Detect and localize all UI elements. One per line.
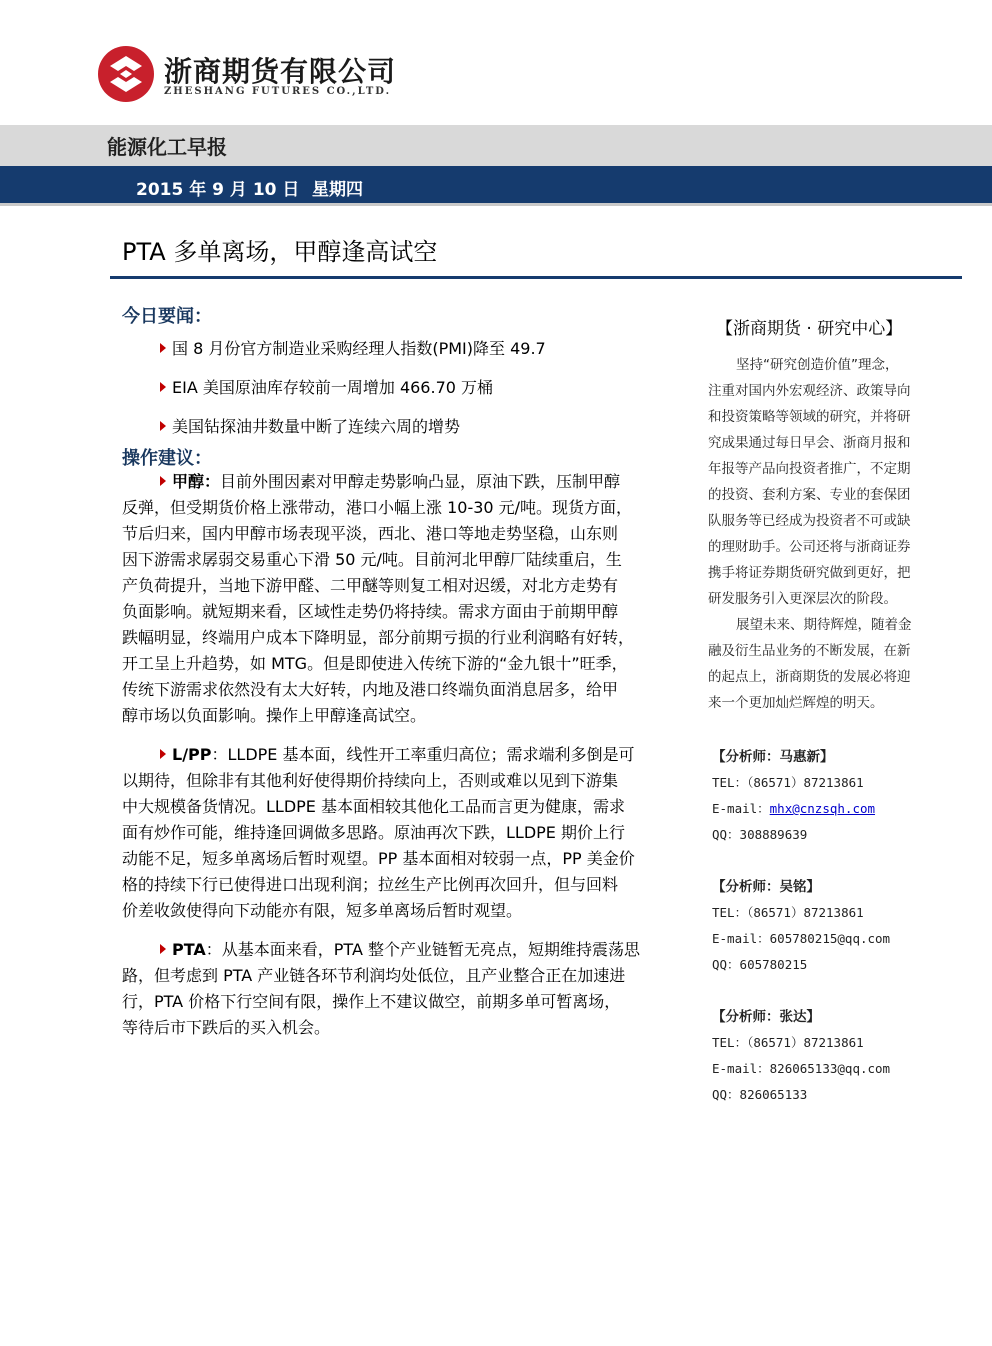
analyst-email: E-mail：mhx@cnzsqh.com — [712, 801, 876, 816]
methanol-paragraph: 甲醇：目前外围因素对甲醇走势影响凸显，原油下跌，压制甲醇 反弹，但受期货价格上涨带动，港口小幅上涨 10-30 元/吨。现货方面， 节后归来，国内甲醇市场表现平淡，西北、港口等地走势坚稳，山东则 因下游需求孱弱交易重心下滑 50 元/吨。目前河北甲醇厂陆续重启，生 产负荷提升，当地下游甲醛、二甲醚等则复工相对迟缓，对北方走势有 负面影响。就短期来看，区域性走势仍将持续。需求方面由于前期甲醇 跌幅明显，终端用户成本下降明显，部分前期亏损的行业利润略有好转， 开工呈上升趋势，如 MTG。但是即使进入传统下游的“金九银十”旺季， 传统下游需求依然没有太大好转，内地及港口终端负面消息居多，给甲 醇市场以负面影响。操作上甲醇逢高试空。 — [122, 472, 635, 725]
research-intro: 坚持“研究创造价值”理念， 注重对国内外宏观经济、政策导向 和投资策略等领域的研究，并将研 究成果通过每日早会、浙商月报和 年报等产品向投资者推广，不定期 的投资、套利方案、专业的套保团 队服务等已经成为投资者不可或缺 的理财助手。公司还将与浙商证券 携手将证券期货研究做到更好，把 研发服务引入更深层次的阶段。 — [708, 357, 911, 607]
lpp-paragraph: L/PP：LLDPE 基本面，线性开工率重归高位；需求端利多倒是可 以期待，但除非有其他利好使得期价持续向上，否则或难以见到下游集 中大规模备货情况。LLDPE 基本面相较其他化工品而言更为健康，需求 面有炒作可能，维持逢回调做多思路。原油再次下跌，LLDPE 期价上行 动能不足，短多单离场后暂时观望。PP 基本面相对较弱一点，PP 美金价 格的持续下行已使得进口出现利润；拉丝生产比例再次回升，但与回料 价差收敛使得向下动能亦有限，短多单离场后暂时观望。 — [122, 745, 635, 920]
bullet-arrow-icon — [160, 382, 166, 392]
company-name-cn: 浙商期货有限公司 — [164, 55, 397, 88]
report-title: PTA 多单离场，甲醇逢高试空 — [122, 238, 438, 266]
analyst-email-text: 605780215@qq.com — [769, 931, 891, 946]
news-item: EIA 美国原油库存较前一周增加 466.70 万桶 — [160, 375, 493, 398]
news-item: 美国钻探油井数量中断了连续六周的增势 — [160, 414, 460, 437]
analyst-email: E-mail：826065133@qq.com — [712, 1061, 891, 1076]
title-divider — [110, 276, 962, 279]
analyst-qq: QQ：826065133 — [712, 1087, 808, 1102]
news-item: 国 8 月份官方制造业采购经理人指数(PMI)降至 49.7 — [160, 336, 546, 359]
company-name-en: ZHESHANG FUTURES CO.,LTD. — [164, 86, 392, 97]
bullet-arrow-icon — [160, 476, 166, 486]
analyst-tel: TEL：（86571）87213861 — [712, 905, 864, 920]
report-type: 能源化工早报 — [107, 135, 227, 159]
analyst-tel: TEL：（86571）87213861 — [712, 1035, 864, 1050]
advice-heading: 操作建议： — [122, 448, 212, 469]
bullet-arrow-icon — [160, 421, 166, 431]
research-outlook: 展望未来、期待辉煌，随着金 融及衍生品业务的不断发展，在新 的起点上，浙商期货的发展必将迎 来一个更加灿烂辉煌的明天。 — [708, 617, 912, 711]
analyst-name: 【分析师：马惠新】 — [712, 749, 834, 765]
bullet-arrow-icon — [160, 749, 166, 759]
analyst-email: E-mail：605780215@qq.com — [712, 931, 891, 946]
analyst-name: 【分析师：吴铭】 — [712, 879, 820, 895]
analyst-tel: TEL：（86571）87213861 — [712, 775, 864, 790]
pta-label: PTA — [172, 940, 206, 959]
analyst-name: 【分析师：张达】 — [712, 1009, 820, 1025]
analyst-email-link[interactable]: mhx@cnzsqh.com — [769, 801, 876, 816]
report-date: 2015 年 9 月 10 日 — [136, 180, 300, 200]
analyst-email-text: 826065133@qq.com — [769, 1061, 891, 1076]
date-bar — [0, 166, 992, 206]
bullet-arrow-icon — [160, 944, 166, 954]
research-center-heading: 【浙商期货 · 研究中心】 — [716, 319, 903, 339]
bullet-arrow-icon — [160, 343, 166, 353]
report-type-bar — [0, 125, 992, 166]
analyst-qq: QQ：308889639 — [712, 827, 808, 842]
methanol-label: 甲醇： — [172, 472, 221, 491]
analyst-qq: QQ：605780215 — [712, 957, 808, 972]
pta-paragraph: PTA：从基本面来看，PTA 整个产业链暂无亮点，短期维持震荡思 路，但考虑到 PTA 产业链各环节利润均处低位，且产业整合正在加速进 行，PTA 价格下行空间有限，操作上不建议做空，前期多单可暂离场， 等待后市下跌后的买入机会。 — [122, 940, 640, 1037]
company-logo-icon — [96, 44, 156, 104]
report-weekday: 星期四 — [312, 180, 363, 200]
news-heading: 今日要闻： — [122, 306, 212, 327]
lpp-label: L/PP — [172, 745, 212, 764]
